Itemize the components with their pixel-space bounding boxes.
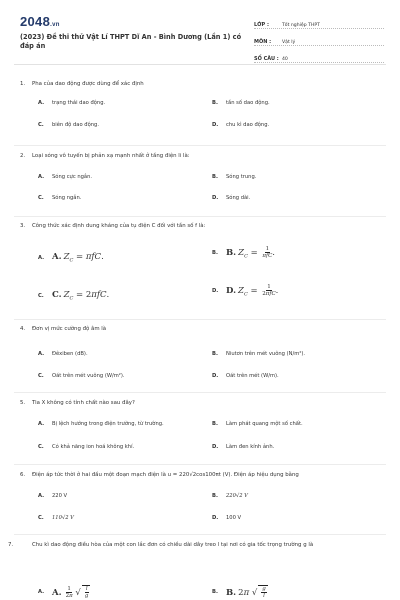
formula-a: A. $\frac{1}{2\pi}$ √ $\frac{l}{g}$	[52, 586, 89, 599]
option-text: 220√2 V	[226, 493, 248, 499]
option-key: D.	[212, 444, 219, 450]
option-c[interactable]	[38, 122, 99, 128]
question-text	[8, 541, 382, 549]
option-text: Oát trên mét vuông (W/m²).	[52, 373, 125, 379]
header-divider	[14, 64, 386, 65]
option-text: 110√2 V	[52, 515, 74, 521]
question-text	[20, 152, 380, 160]
option-a[interactable]	[38, 585, 90, 599]
question-text	[20, 471, 380, 479]
option-key: A.	[38, 254, 45, 261]
option-key: C.	[38, 195, 44, 201]
question-prompt: Đơn vị mức cường độ âm là	[32, 326, 107, 332]
question-number: 3.	[20, 223, 26, 229]
meta-row-count	[254, 48, 384, 63]
option-key: D.	[212, 287, 219, 294]
option-key: C.	[38, 292, 44, 299]
option-key: B.	[212, 589, 218, 595]
question-prompt: Loại sóng vô tuyến bị phản xạ mạnh nhất ở tầng điện li là:	[32, 153, 190, 159]
option-key: C.	[38, 373, 44, 379]
option-b[interactable]	[212, 174, 256, 180]
formula-c: C. $Z_C = 2\pi fC$.	[52, 290, 110, 302]
formula-label: D.	[226, 286, 237, 296]
question-number: 1.	[20, 81, 26, 87]
option-b[interactable]	[212, 421, 303, 427]
option-a[interactable]	[38, 421, 164, 427]
formula-label: A.	[52, 588, 62, 598]
formula-label: A.	[52, 252, 62, 262]
option-key: A.	[38, 421, 45, 427]
question-prompt: Điện áp tức thời ở hai đầu một đoạn mạch điện là u = 220√2cos100πt (V). Điện áp hiệu dụng bằng	[32, 472, 299, 478]
option-key: A.	[38, 589, 45, 595]
question-text	[20, 222, 380, 230]
option-a[interactable]	[38, 100, 105, 106]
formula-label: B.	[226, 588, 237, 598]
question-divider	[14, 534, 386, 535]
brand-name: 2048	[20, 14, 51, 29]
option-text: Làm phát quang một số chất.	[226, 421, 303, 427]
question-text	[20, 399, 380, 407]
meta-value: Vật lý	[282, 40, 296, 45]
option-key: C.	[38, 122, 44, 128]
option-d[interactable]	[212, 122, 269, 128]
option-text: Niutơn trên mét vuông (N/m²).	[226, 351, 306, 357]
option-text: 100 V	[226, 515, 242, 521]
option-key: B.	[212, 351, 218, 357]
option-b[interactable]	[212, 493, 248, 499]
meta-row-subject	[254, 31, 384, 46]
formula-d: D. $Z_C$ = $\frac{1}{\text{2πfC}}$ .	[226, 284, 279, 298]
meta-value: 40	[282, 57, 288, 62]
option-c[interactable]	[38, 444, 134, 450]
option-a[interactable]	[38, 351, 88, 357]
meta-value: Tốt nghiệp THPT	[282, 23, 320, 28]
question-divider	[14, 464, 386, 465]
question-number: 2.	[20, 153, 26, 159]
option-key: A.	[38, 100, 45, 106]
formula-label: B.	[226, 248, 237, 258]
option-key: D.	[212, 122, 219, 128]
meta-key: MÔN :	[254, 39, 272, 45]
question-prompt: Công thức xác định dung kháng của tụ điện C đối với tần số f là:	[32, 223, 206, 229]
meta-row-class	[254, 14, 384, 29]
option-d[interactable]	[212, 515, 241, 521]
question-number: 6.	[20, 472, 26, 478]
question-prompt: Tia X không có tính chất nào sau đây?	[32, 400, 135, 406]
option-text: Sóng cực ngắn.	[52, 174, 93, 180]
option-text: Bị lệch hướng trong điện trường, từ trường.	[52, 421, 164, 427]
option-d[interactable]	[212, 373, 279, 379]
formula-b: B. 2π √ $\frac{g}{l}$	[226, 586, 266, 599]
option-key: A.	[38, 351, 45, 357]
option-a[interactable]	[38, 174, 92, 180]
option-key: C.	[38, 515, 44, 521]
option-c[interactable]	[38, 195, 81, 201]
option-text: Có khả năng ion hoá không khí.	[52, 444, 135, 450]
option-key: A.	[38, 174, 45, 180]
option-c[interactable]	[38, 515, 74, 521]
question-number: 7.	[8, 542, 14, 548]
option-key: B.	[212, 421, 218, 427]
option-b[interactable]	[212, 585, 268, 599]
question-text	[20, 325, 380, 333]
formula-label: C.	[52, 290, 62, 300]
option-b[interactable]	[212, 100, 270, 106]
question-text	[20, 80, 380, 88]
option-key: C.	[38, 444, 44, 450]
option-text: Oát trên mét (W/m).	[226, 373, 279, 379]
question-prompt: Pha của dao động được dùng để xác định	[32, 81, 144, 87]
option-key: B.	[212, 249, 218, 256]
exam-meta	[254, 14, 384, 65]
option-key: D.	[212, 195, 219, 201]
option-key: B.	[212, 174, 218, 180]
option-key: A.	[38, 493, 45, 499]
formula-b: B. $Z_C$ = $\frac{1}{\text{πfC}}$ .	[226, 246, 275, 260]
option-c[interactable]	[38, 373, 125, 379]
option-c[interactable]	[38, 290, 109, 302]
brand-suffix: .vn	[50, 22, 60, 28]
option-text: Sóng ngắn.	[52, 195, 82, 201]
option-a[interactable]	[38, 493, 67, 499]
question-prompt: Chu kì dao động điều hòa của một con lắc đơn có chiều dài dây treo l tại nơi có gia tốc trọng trường g là	[32, 542, 314, 548]
option-text: trạng thái dao động.	[52, 100, 106, 106]
formula-a: A. $Z_C = \pi fC$.	[52, 252, 104, 264]
question-divider	[14, 145, 386, 146]
option-b[interactable]	[212, 351, 305, 357]
option-d[interactable]	[212, 195, 250, 201]
exam-title: (2023) Đề thi thử Vật Lí THPT Dĩ An - Bình Dương (Lần 1) có đáp án	[20, 33, 242, 50]
question-number: 4.	[20, 326, 26, 332]
brand-logo[interactable]	[20, 14, 60, 29]
option-key: D.	[212, 373, 219, 379]
option-key: B.	[212, 493, 218, 499]
option-text: Sóng trung.	[226, 174, 257, 180]
option-b[interactable]	[212, 246, 275, 260]
question-divider	[14, 392, 386, 393]
option-key: D.	[212, 515, 219, 521]
option-text: biên độ dao động.	[52, 122, 99, 128]
option-text: Sóng dài.	[226, 195, 251, 201]
option-text: Đêxiben (dB).	[52, 351, 88, 357]
option-text: 220 V	[52, 493, 68, 499]
option-key: B.	[212, 100, 218, 106]
meta-key: SỐ CÂU :	[254, 56, 279, 62]
option-text: Làm đen kính ảnh.	[226, 444, 275, 450]
option-text: tần số dao động.	[226, 100, 270, 106]
question-divider	[14, 216, 386, 217]
option-d[interactable]	[212, 444, 274, 450]
meta-key: LỚP :	[254, 22, 269, 28]
option-a[interactable]	[38, 252, 104, 264]
question-divider	[14, 319, 386, 320]
question-number: 5.	[20, 400, 26, 406]
option-d[interactable]	[212, 284, 278, 298]
option-text: chu kì dao động.	[226, 122, 270, 128]
